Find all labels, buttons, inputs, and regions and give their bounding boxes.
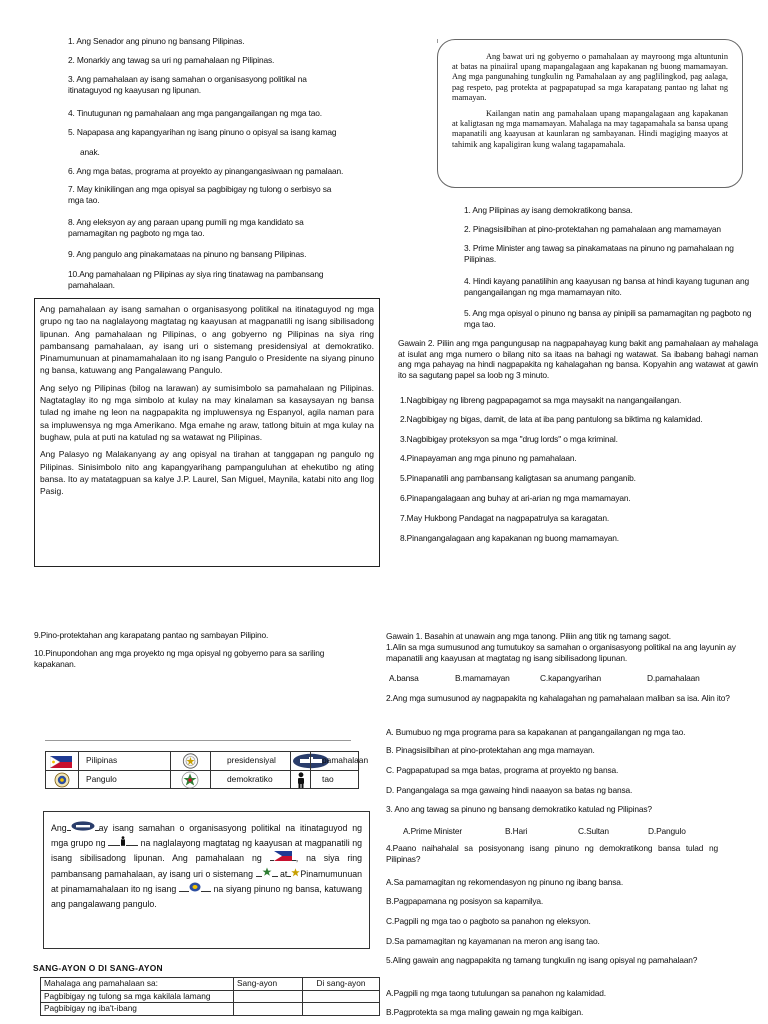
philippine-flag-icon bbox=[274, 853, 292, 863]
list-item: 9. Ang pangulo ang pinakamataas na pinuno ng bansang Pilipinas. bbox=[68, 249, 307, 259]
q4-option-c[interactable]: C.Pagpili ng mga tao o pagboto sa panahon ng eleksyon. bbox=[386, 916, 591, 926]
list-item: 4. Hindi kayang panatilihin ang kaayusan ng bansa at hindi kayang tugunan ang pangangailangan ng mga mamamayan nito. bbox=[464, 276, 750, 297]
question-4: 4.Paano naihahalal sa posisyonang isang pinuno ng demokratikong bansa tulad ng Pilipinas? bbox=[386, 843, 718, 864]
list-item: 7.May Hukbong Pandagat na nagpapatrulya sa karagatan. bbox=[400, 513, 610, 523]
fill-text: Ang bbox=[51, 823, 67, 833]
q5-option-b[interactable]: B.Pagprotekta sa mga maling gawain ng mga kaibigan. bbox=[386, 1007, 584, 1017]
q1-option-d[interactable]: D.pamahalaan bbox=[647, 673, 700, 683]
fill-in-paragraph bbox=[51, 821, 362, 912]
list-item: 5.Pinapanatili ang pambansang kaligtasan sa anumang panganib. bbox=[400, 473, 636, 483]
answer-cell[interactable] bbox=[303, 1003, 380, 1016]
info-paragraph: Ang selyo ng Pilipinas (bilog na larawan) ay sumisimbolo sa pamahalaan ng Pilipinas. Nagtataglay ito ng mga simbolo at kulay na may kinalaman sa kasaysayan ng bansa tulad ng imahe ng leon na nagpapakita ng impluwensya ng Espanyol, agila naman para sa impluwensya ng mga Amerikano. Mga emahe ng araw, tatlong bituin at mga kulay na bughaw, pula at puti na katulad ng sa watawat ng Pilipinas. bbox=[40, 382, 374, 442]
q3-option-b[interactable]: B.Hari bbox=[505, 826, 528, 836]
list-item: 8. Ang eleksyon ay ang paraan upang pumili ng mga kandidato sa pamamagitan ng pagboto ng mga tao. bbox=[68, 217, 304, 238]
list-item: 3. Prime Minister ang tawag sa pinakamataas na pinuno ng pamahalaan ng Pilipinas. bbox=[464, 243, 734, 264]
list-item: 3.Nagbibigay proteksyon sa mga "drug lords" o mga kriminal. bbox=[400, 434, 618, 444]
answer-cell[interactable] bbox=[234, 1003, 303, 1016]
question-2: 2.Ang mga sumusunod ay nagpapakita ng kahalagahan ng pamahalaan maliban sa isa. Alin ito? bbox=[386, 693, 730, 703]
col-divider bbox=[310, 752, 311, 789]
gov-paragraph: Ang bawat uri ng gobyerno o pamahalaan ay mayroong mga altuntunin at batas na pinaiiral upang mapangalagaan ang kapakanan ng buong mamamayan. Ang mga pangunahing tungkulin ng Pamahalaan ay ang paglilingkod, pag aalaga, pag respeto, pag protekta at pagpapatupad sa mga karapatang pantao ng lahat ng mamayan. bbox=[452, 52, 728, 102]
q3-option-d[interactable]: D.Pangulo bbox=[648, 826, 686, 836]
col-divider bbox=[290, 752, 291, 789]
gawain-2-instructions: Gawain 2. Piliin ang mga pangungusap na nagpapahayag kung bakit ang pamahalaan ay mahalaga at isulat ang mga numero o bilang nito sa itaas na bahagi ng watawat. Sa ibabang bahagi naman ang mga pahayag na hindi nagpapakita ng kahalagahan ng bansa. Kopyahin ang watawat at gawin ito sa sagutang papel sa loob ng 3 minuto. bbox=[398, 338, 758, 380]
blank bbox=[201, 891, 211, 892]
q5-option-a[interactable]: A.Pagpili ng mga taong tutulungan sa panahon ng kalamidad. bbox=[386, 988, 606, 998]
q3-option-a[interactable]: A.Prime Minister bbox=[403, 826, 463, 836]
list-item: 1. Ang Pilipinas ay isang demokratikong bansa. bbox=[464, 205, 633, 215]
fill-in-the-blank-box bbox=[43, 811, 370, 949]
word-pamahalaan: pamahalaan bbox=[322, 755, 369, 765]
list-item: 9.Pino-protektahan ang karapatang pantao ng sambayan Pilipino. bbox=[34, 630, 269, 640]
word-bank-table bbox=[45, 751, 369, 789]
table-cell: Pagbibigay ng tulong sa mga kakilala lamang bbox=[41, 990, 234, 1003]
gov-paragraph: Kailangan natin ang pamahalaan upang mapangalagaan ang kapakanan at kaligtasan ng mga mamamayan. Mahalaga na may tagapamahala sa bansa upang mapanatili ang kaayusan at kaunlaran ng sambayanan. Hindi magiging maayos at tahimik ang kapaligiran kung walang tagapamahala. bbox=[452, 109, 728, 149]
list-item: 8.Pinangangalagaan ang kapakanan ng buong mamamayan. bbox=[400, 533, 619, 543]
q1-option-c[interactable]: C.kapangyarihan bbox=[540, 673, 602, 683]
blank bbox=[108, 845, 120, 846]
question-1: 1.Alin sa mga sumusunod ang tumutukoy sa samahan o organisasyong politikal na ang layunin ay mapanatili ang kaayusan at magtatag ng isang sibilisadong lipunan. bbox=[386, 642, 736, 663]
q2-option-b[interactable]: B. Pinagsisilbihan at pino-protektahan ang mga mamayan. bbox=[386, 745, 595, 755]
q3-option-c[interactable]: C.Sultan bbox=[578, 826, 609, 836]
col-divider bbox=[78, 752, 79, 789]
list-item: 7. May kinikilingan ang mga opisyal sa pagbibigay ng tulong o serbisyo sa mga tao. bbox=[68, 184, 332, 205]
q1-option-a[interactable]: A.bansa bbox=[389, 673, 419, 683]
table-cell: Pagbibigay ng iba't-ibang bbox=[41, 1003, 234, 1016]
list-item: 5. Napapasa ang kapangyarihan ng isang pinuno o opisyal sa isang kamag bbox=[68, 127, 337, 137]
word-pilipinas: Pilipinas bbox=[86, 755, 118, 765]
seal-of-the-philippines-icon bbox=[189, 884, 201, 894]
list-item: 4. Tinutugunan ng pamahalaan ang mga pangangailangan ng mga tao. bbox=[68, 108, 322, 118]
fill-text: ay isang samahan o organisasyong politikal na itinataguyod ng mga grupo ng bbox=[51, 823, 362, 849]
answer-cell[interactable] bbox=[303, 990, 380, 1003]
fill-text: Pinamumunuan at pinamamahalaan ito ng isang bbox=[51, 868, 362, 894]
list-item: 1. Ang Senador ang pinuno ng bansang Pilipinas. bbox=[68, 36, 245, 46]
sang-ayon-table bbox=[40, 977, 380, 1016]
list-item: 5. Ang mga opisyal o pinuno ng bansa ay pinipili sa pamamagitan ng pagboto ng mga tao. bbox=[464, 308, 752, 329]
star-medal-icon bbox=[180, 771, 200, 794]
star-medal-icon bbox=[262, 869, 272, 879]
list-item: 2.Nagbibigay ng bigas, damit, de lata at iba pang pantulong sa biktima ng kalamidad. bbox=[400, 414, 703, 424]
blank bbox=[272, 876, 278, 877]
question-3: 3. Ano ang tawag sa pinuno ng bansang demokratiko katulad ng Pilipinas? bbox=[386, 804, 652, 814]
table-row bbox=[41, 990, 380, 1003]
column-header: Di sang-ayon bbox=[303, 978, 380, 991]
fill-text: na siyang pinuno ng bansa, katuwang ang pangalawang pangulo. bbox=[51, 883, 362, 910]
table-row bbox=[41, 1003, 380, 1016]
sang-ayon-title: SANG-AYON O DI SANG-AYON bbox=[33, 963, 163, 973]
fill-text: at bbox=[280, 868, 288, 879]
col-divider bbox=[170, 752, 171, 789]
blank bbox=[179, 891, 189, 892]
fill-text: , na siya ring pambansang pamahalaan, ay isang uri o sistemang bbox=[51, 853, 362, 879]
info-paragraph: Ang Palasyo ng Malakanyang ay ang opisyal na tirahan at tanggapan ng pangulo ng Pilipinas. Sinisimbolo nito ang kapangyarihang pampanguluhan at ehekutibo ng ating bansa. Ito ay matatagpuan sa kalye J.P. Laurel, San Miguel, Maynila, katabi nito ang Ilog Pasig. bbox=[40, 449, 374, 497]
list-item: 2. Pinagsisilbihan at pino-protektahan ng pamahalaan ang mamamayan bbox=[464, 224, 721, 234]
q1-option-b[interactable]: B.mamamayan bbox=[455, 673, 510, 683]
fill-text: na naglalayong magtatag ng kaayusan at magpanatili ng isang sibilisadong lipunan. Ang pamahalaan ng bbox=[51, 838, 362, 864]
gawain-1-intro: Gawain 1. Basahin at unawain ang mga tanong. Piliin ang titik ng tamang sagot. bbox=[386, 631, 671, 641]
word-presidensiyal: presidensiyal bbox=[227, 755, 276, 765]
list-item: 4.Pinapayaman ang mga pinuno ng pamahalaan. bbox=[400, 453, 577, 463]
q2-option-d[interactable]: D. Pangangalaga sa mga gawaing hindi naaayon sa batas ng bansa. bbox=[386, 785, 633, 795]
list-item: 10.Pinupondohan ang mga proyekto ng mga opisyal ng gobyerno para sa sariling kapakanan. bbox=[34, 648, 325, 669]
list-item: 1.Nagbibigay ng libreng pagpapagamot sa mga maysakit na nangangailangan. bbox=[400, 395, 682, 405]
blank bbox=[126, 845, 138, 846]
list-item: 2. Monarkiy ang tawag sa uri ng pamahalaan ng Pilipinas. bbox=[68, 55, 275, 65]
list-item: 6. Ang mga batas, programa at proyekto ay pinangangasiwaan ng pamalaan. bbox=[68, 166, 344, 176]
question-5: 5.Aling gawain ang nagpapakita ng tamang tungkulin ng isang opisyal ng pamahalaan? bbox=[386, 955, 698, 965]
info-paragraph: Ang pamahalaan ay isang samahan o organisasyong politikal na itinataguyod ng mga grupo ng tao na naglalayong magtatag ng kaayusan at magpanatili ng isang sibilisadong lipunan. Ang pamahalaan ng Pilipinas, o ang gobyerno ng Pilipinas na siya ring pambansang pamahalaan, ay isang uri o sistemang presidensiyal at demokratiko. Pinamumunuan at pinamamahalaan ito ng isang Pangulo o Presidente na siyang pinuno ng bansa, katuwang ang Pangalawang Pangulo. bbox=[40, 304, 374, 376]
list-item: anak. bbox=[80, 147, 100, 157]
pamahalaan-info-box bbox=[34, 298, 380, 567]
table-header-row bbox=[41, 978, 380, 991]
q2-option-a[interactable]: A. Bumubuo ng mga programa para sa kapakanan at pangangailangan ng mga tao. bbox=[386, 727, 686, 737]
word-tao: tao bbox=[322, 774, 334, 784]
person-icon bbox=[120, 838, 126, 848]
column-header: Mahalaga ang pamahalaan sa: bbox=[41, 978, 234, 991]
divider bbox=[45, 740, 351, 741]
word-demokratiko: demokratiko bbox=[227, 774, 273, 784]
malacanang-palace-icon bbox=[71, 823, 95, 833]
philippine-flag-icon bbox=[50, 755, 72, 773]
seal-of-the-philippines-icon bbox=[54, 772, 70, 793]
person-icon bbox=[296, 772, 306, 793]
q2-option-c[interactable]: C. Pagpapatupad sa mga batas, programa at proyekto ng bansa. bbox=[386, 765, 619, 775]
q4-option-b[interactable]: B.Pagpapamana ng posisyon sa kapamilya. bbox=[386, 896, 544, 906]
list-item: 3. Ang pamahalaan ay isang samahan o organisasyong politikal na itinataguyod ng kaayusan ng lipunan. bbox=[68, 74, 307, 95]
answer-cell[interactable] bbox=[234, 990, 303, 1003]
word-pangulo: Pangulo bbox=[86, 774, 117, 784]
col-divider bbox=[210, 752, 211, 789]
column-header: Sang-ayon bbox=[234, 978, 303, 991]
list-item: 6.Pinapangalagaan ang buhay at ari-arian ng mga mamamayan. bbox=[400, 493, 631, 503]
list-item: 10.Ang pamahalaan ng Pilipinas ay siya ring tinatawag na pambansang pamahalaan. bbox=[68, 269, 324, 290]
tungkulin-ng-pamahalaan-box bbox=[437, 39, 743, 188]
q4-option-a[interactable]: A.Sa pamamagitan ng rekomendasyon ng pinuno ng ibang bansa. bbox=[386, 877, 623, 887]
q4-option-d[interactable]: D.Sa pamamagitan ng kayamanan na meron ang isang tao. bbox=[386, 936, 600, 946]
decor-corner bbox=[437, 39, 442, 43]
